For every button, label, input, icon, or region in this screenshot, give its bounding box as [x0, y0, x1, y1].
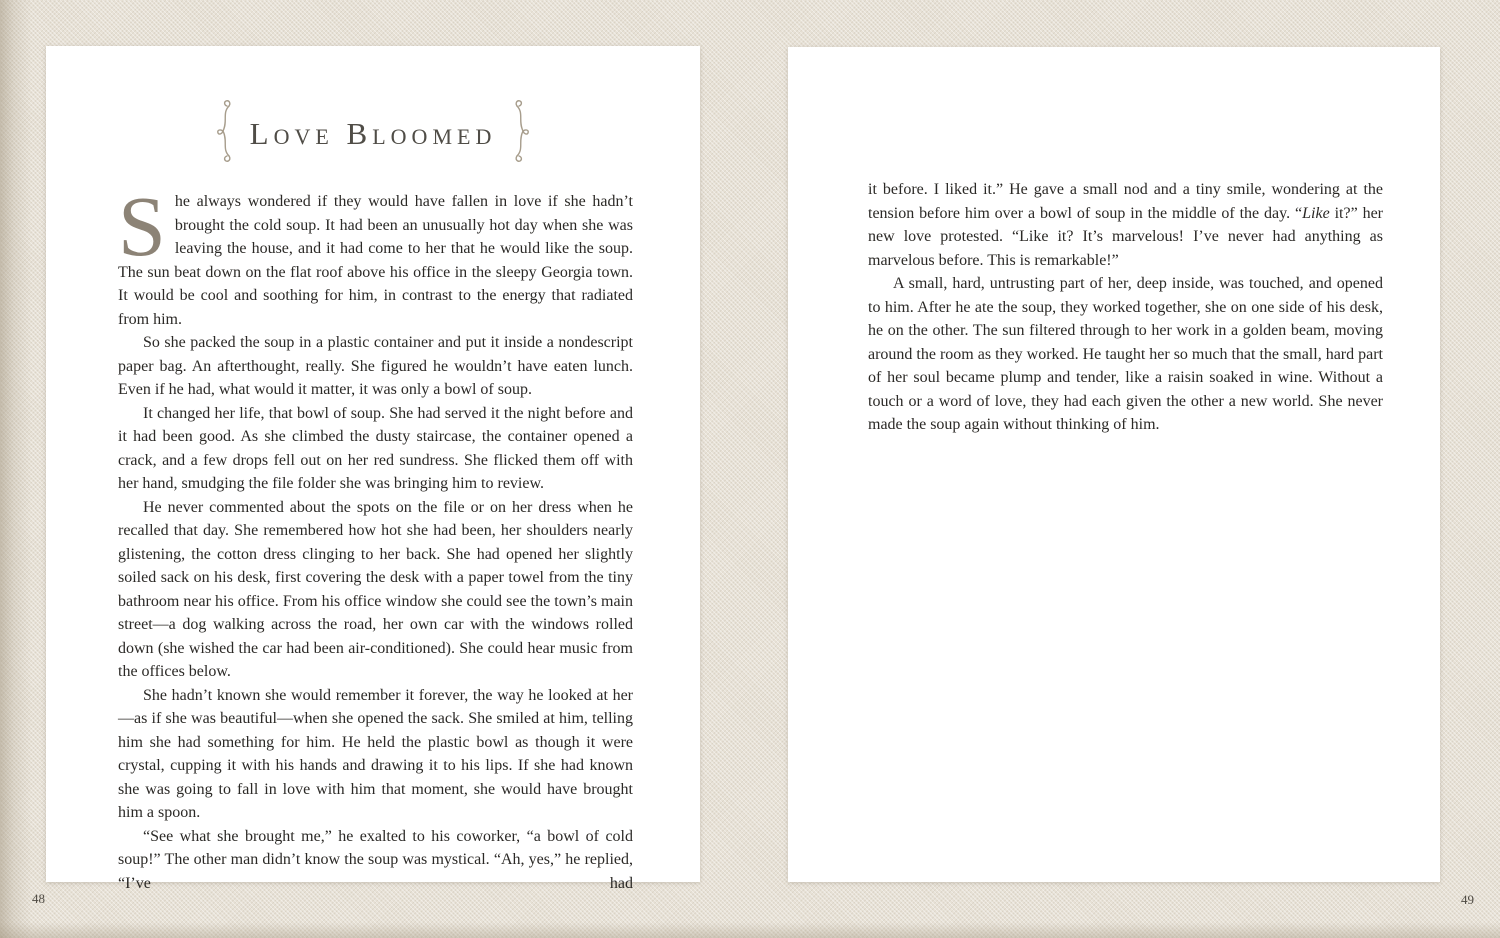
left-page [46, 46, 700, 892]
paragraph-text: he always wondered if they would have fallen in love if she hadn’t brought the cold soup. It had been an unusually hot day when she was leaving the house, and it had come to her that he would like the soup. The sun beat down on the flat roof above his office in the sleepy Georgia town. It would be cool and soothing for him, in contrast to the energy that radiated from him. [118, 193, 633, 328]
paragraph [118, 178, 633, 331]
flourish-bracket-right-icon [512, 98, 532, 169]
paragraph: A small, hard, untrusting part of her, deep inside, was touched, and opened to him. After he ate the soup, they worked together, she on one side of his desk, he on the other. The sun filtered through to her work in a golden beam, moving around the room as they worked. He taught her so much that the small, hard part of her soul became plump and tender, like a raisin soaked in wine. Without a touch or a word of love, they had each given the other a new world. She never made the soup again without thinking of him. [868, 275, 1383, 433]
page-number-left: 48 [32, 891, 45, 906]
chapter-title: Love Bloomed [249, 116, 497, 151]
flourish-bracket-left-icon [214, 98, 234, 169]
paragraph: “See what she brought me,” he exalted to his coworker, “a bowl of cold soup!” The other man didn’t know the soup was mystical. “Ah, yes,” he replied, “I’ve had [118, 827, 633, 892]
paragraph: She hadn’t known she would remember it forever, the way he looked at her—as if she was beautiful—when she opened the sack. She smiled at him, telling him she had something for him. He held the plastic bowl as though it were crystal, cupping it with his hands and drawing it to his lips. If she had known she was going to fall in love with him that moment, she would have brought him a spoon. [118, 686, 633, 821]
drop-cap: S [118, 178, 166, 274]
paragraph: So she packed the soup in a plastic container and put it inside a nondescript paper bag. An afterthought, really. She figured he wouldn’t have eaten lunch. Even if he had, what would it matter, it was only a bowl of soup. [118, 334, 633, 398]
left-page-body [118, 178, 633, 895]
paragraph [868, 178, 1383, 272]
chapter-heading [46, 98, 700, 169]
page-number-right: 49 [1461, 892, 1474, 907]
paragraph: It changed her life, that bowl of soup. She had served it the night before and it had been good. As she climbed the dusty staircase, the container opened a crack, and a few drops fell out on her red sundress. She flicked them off with her hand, smudging the file folder she was bringing him to review. [118, 404, 633, 492]
paragraph: He never commented about the spots on the file or on her dress when he recalled that day. She remembered how hot she had been, her shoulders nearly glistening, the cotton dress clinging to her back. She had opened her slightly soiled sack on his desk, first covering the desk with a paper towel from the tiny bathroom near his office. From his office window she could see the town’s main street—a dog walking across the road, her own car with the windows rolled down (she wished the car had been air-conditioned). She could hear music from the offices below. [118, 498, 633, 680]
right-page [788, 47, 1440, 882]
paragraph-text: it before. I liked it.” He gave a small nod and a tiny smile, wondering at the tension before him over a bowl of soup in the middle of the day. “ [868, 181, 1383, 222]
paragraph-text: it?” her new love protested. “Like it? It’s marvelous! I’ve never had anything as marvelous before. This is remarkable!” [868, 204, 1383, 269]
italic-word: Like [1302, 204, 1330, 222]
right-page-body [868, 47, 1383, 437]
